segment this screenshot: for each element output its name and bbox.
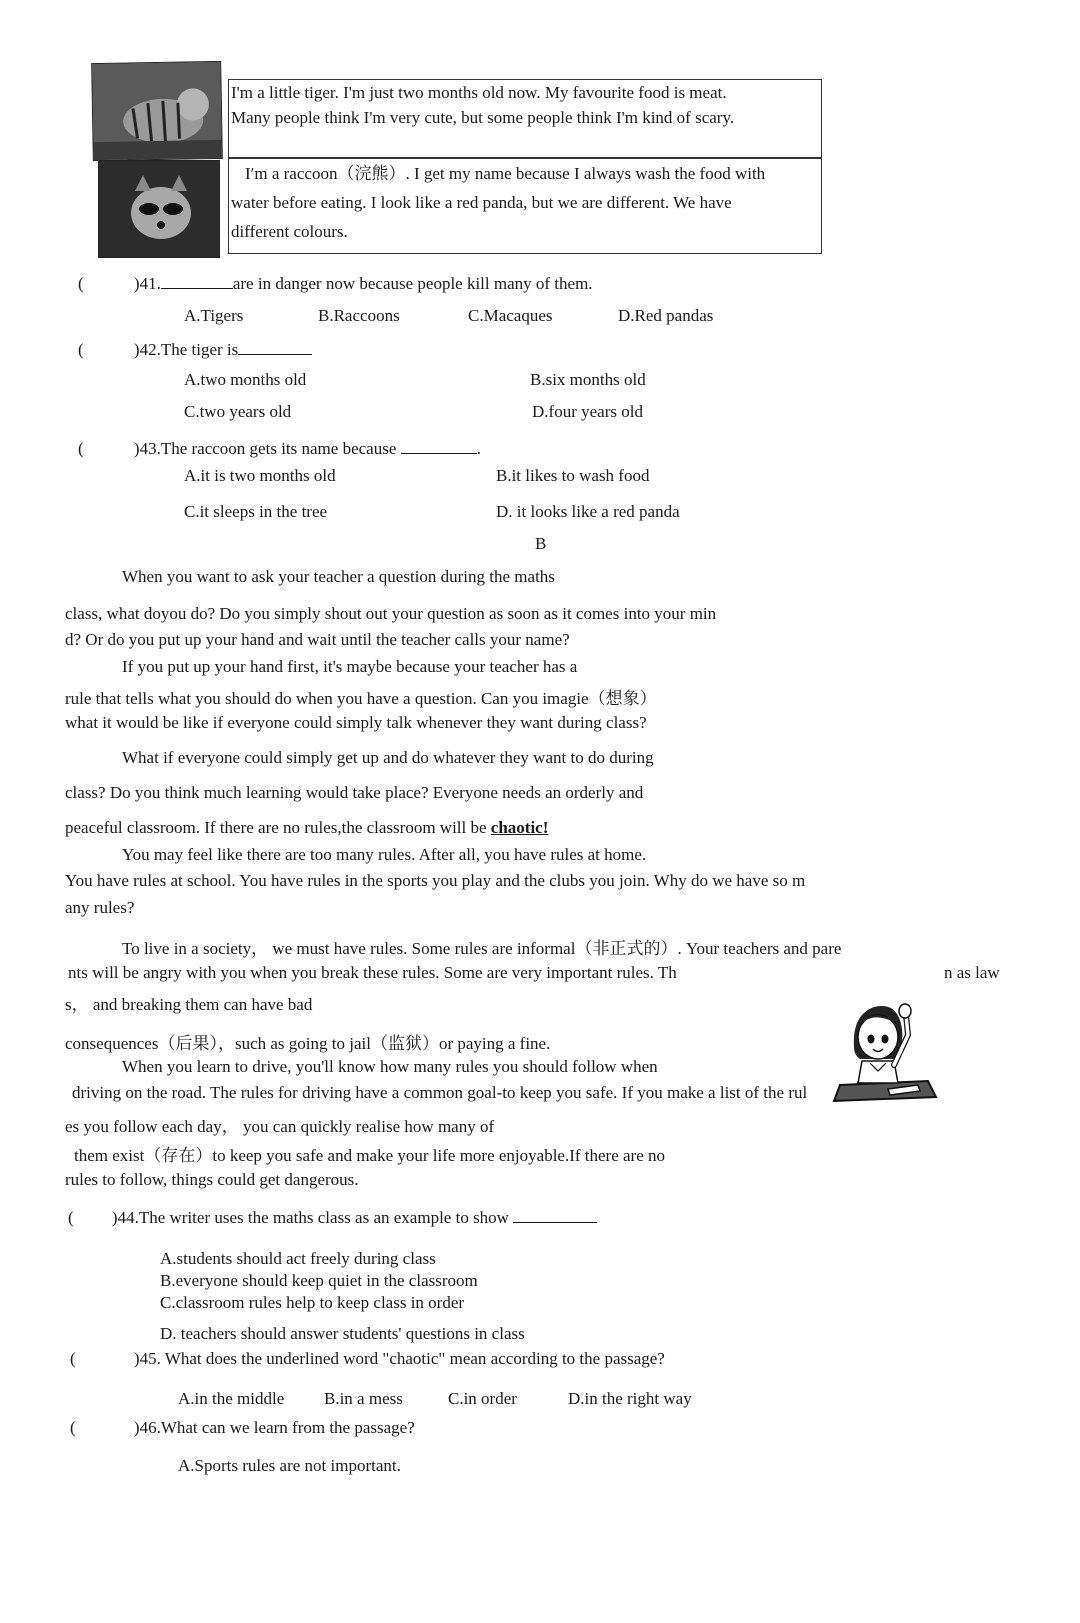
section-b-heading: B <box>535 534 547 553</box>
passage-line-9-text: peaceful classroom. If there are no rules,the classroom will be <box>65 818 487 837</box>
q45 <box>70 1349 665 1369</box>
raccoon-image <box>99 161 219 257</box>
passage-line-20: them exist（存在）to keep you safe and make your life more enjoyable.If there are no <box>74 1146 666 1165</box>
q41-paren: ( <box>78 274 84 293</box>
q41-option-a[interactable]: A.Tigers <box>184 306 244 325</box>
q43 <box>78 439 481 459</box>
passage-line-14: nts will be angry with you when you break these rules. Some are very important rules. Th <box>68 963 677 982</box>
q46-option-a[interactable]: A.Sports rules are not important. <box>178 1456 401 1475</box>
q45-option-a[interactable]: A.in the middle <box>178 1389 285 1408</box>
underlined-word-chaotic: chaotic! <box>490 818 549 837</box>
q43-option-d[interactable]: D. it looks like a red panda <box>496 502 680 521</box>
raccoon-card-line3: different colours. <box>231 222 348 241</box>
q45-option-b[interactable]: B.in a mess <box>324 1389 403 1408</box>
raccoon-photo <box>98 160 220 258</box>
passage-line-11: You have rules at school. You have rules in the sports you play and the clubs you join. Why do we have so m <box>65 871 806 890</box>
q45-option-c[interactable]: C.in order <box>448 1389 517 1408</box>
q41-option-d[interactable]: D.Red pandas <box>618 306 714 325</box>
passage-line-17: When you learn to drive, you'll know how many rules you should follow when <box>122 1057 658 1076</box>
passage-line-13: To live in a society， we must have rules. Some rules are informal（非正式的）. Your teachers and pare <box>122 939 842 958</box>
q42-option-c[interactable]: C.two years old <box>184 402 292 421</box>
passage-line-15: s， and breaking them can have bad <box>65 995 313 1014</box>
q42-paren: ( <box>78 340 84 359</box>
q46-stem: )46.What can we learn from the passage? <box>133 1418 415 1437</box>
passage-line-16: consequences（后果），such as going to jail（监狱）or paying a fine. <box>65 1034 551 1053</box>
raccoon-card-line2: water before eating. I look like a red panda, but we are different. We have <box>231 193 732 212</box>
passage-line-8: class? Do you think much learning would take place? Everyone needs an orderly and <box>65 783 644 802</box>
passage-line-5: rule that tells what you should do when you have a question. Can you imagie（想象） <box>65 689 657 708</box>
q41-stem: )41. <box>133 274 161 293</box>
q43-stem: )43.The raccoon gets its name because <box>133 439 397 458</box>
tiger-card <box>228 79 822 158</box>
passage-line-14b: n as law <box>944 963 1000 982</box>
tiger-card-line1: I'm a little tiger. I'm just two months old now. My favourite food is meat. <box>231 83 727 102</box>
passage-line-3: d? Or do you put up your hand and wait until the teacher calls your name? <box>65 630 570 649</box>
q42-option-a[interactable]: A.two months old <box>184 370 307 389</box>
passage-line-7: What if everyone could simply get up and do whatever they want to do during <box>122 748 654 767</box>
passage-line-2: class, what doyou do? Do you simply shout out your question as soon as it comes into your min <box>65 604 717 623</box>
q41-stem-after: are in danger now because people kill many of them. <box>232 274 593 293</box>
q44 <box>68 1208 597 1228</box>
q42-option-b[interactable]: B.six months old <box>530 370 646 389</box>
q44-option-c[interactable]: C.classroom rules help to keep class in order <box>160 1293 465 1312</box>
q43-option-b[interactable]: B.it likes to wash food <box>496 466 650 485</box>
passage-line-19: es you follow each day， you can quickly realise how many of <box>65 1117 495 1136</box>
q44-stem: )44.The writer uses the maths class as an example to show <box>111 1208 509 1227</box>
passage-line-4: If you put up your hand first, it's maybe because your teacher has a <box>122 657 578 676</box>
q44-option-a[interactable]: A.students should act freely during class <box>160 1249 436 1268</box>
q46 <box>70 1418 415 1438</box>
q41-option-b[interactable]: B.Raccoons <box>318 306 400 325</box>
passage-line-21: rules to follow, things could get dangerous. <box>65 1170 359 1189</box>
q44-paren: ( <box>68 1208 74 1227</box>
girl-raising-hand-illustration <box>832 985 942 1105</box>
q45-stem: )45. What does the underlined word "chaotic" mean according to the passage? <box>133 1349 665 1368</box>
passage-line-10: You may feel like there are too many rules. After all, you have rules at home. <box>122 845 647 864</box>
q45-paren: ( <box>70 1349 76 1368</box>
q41-blank[interactable] <box>161 274 233 289</box>
raccoon-card <box>228 158 822 254</box>
girl-illustration-image <box>832 985 942 1105</box>
tiger-photo <box>91 61 223 161</box>
passage-line-18: driving on the road. The rules for driving have a common goal-to keep you safe. If you make a list of the rul <box>72 1083 808 1102</box>
q46-paren: ( <box>70 1418 76 1437</box>
passage-line-12: any rules? <box>65 898 135 917</box>
q42-option-d[interactable]: D.four years old <box>532 402 643 421</box>
passage-line-1: When you want to ask your teacher a question during the maths <box>122 567 555 586</box>
q43-blank[interactable] <box>401 439 477 454</box>
tiger-card-line2: Many people think I'm very cute, but some people think I'm kind of scary. <box>231 108 735 127</box>
passage-line-6: what it would be like if everyone could simply talk whenever they want during class? <box>65 713 647 732</box>
passage-line-9 <box>65 818 548 838</box>
q44-blank[interactable] <box>513 1208 597 1223</box>
q43-option-c[interactable]: C.it sleeps in the tree <box>184 502 328 521</box>
q44-option-b[interactable]: B.everyone should keep quiet in the classroom <box>160 1271 478 1290</box>
tiger-image <box>92 62 222 160</box>
q43-paren: ( <box>78 439 84 458</box>
q41 <box>78 274 593 294</box>
q42-stem: )42.The tiger is <box>133 340 239 359</box>
q43-option-a[interactable]: A.it is two months old <box>184 466 336 485</box>
raccoon-card-line1: I′m a raccoon（浣熊）. I get my name because I always wash the food with <box>245 164 766 183</box>
q41-option-c[interactable]: C.Macaques <box>468 306 553 325</box>
q45-option-d[interactable]: D.in the right way <box>568 1389 692 1408</box>
q42-blank[interactable] <box>238 340 312 355</box>
q43-stem-end: . <box>476 439 481 458</box>
q44-option-d[interactable]: D. teachers should answer students' questions in class <box>160 1324 525 1343</box>
q42 <box>78 340 312 360</box>
